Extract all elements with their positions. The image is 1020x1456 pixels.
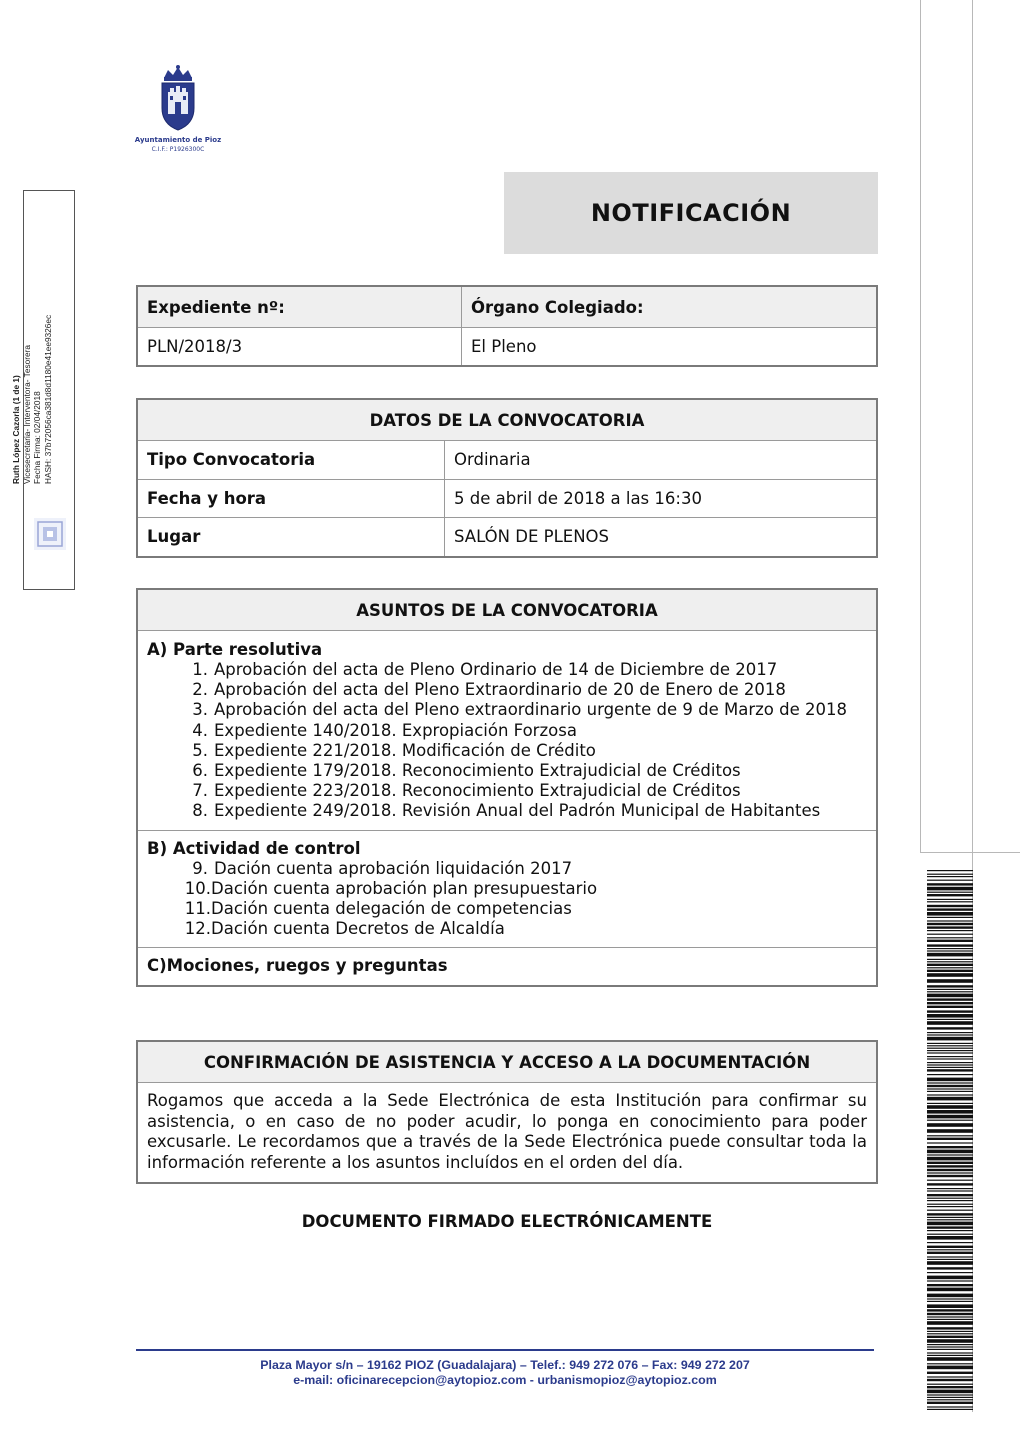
barcode-bar	[927, 1194, 973, 1196]
convocatoria-table	[136, 398, 878, 558]
confirmacion-table	[136, 1040, 878, 1184]
table-row	[138, 287, 876, 327]
barcode-bar	[927, 979, 973, 983]
margin-line-left	[920, 0, 921, 852]
barcode-bar	[927, 1346, 973, 1347]
barcode-bar	[927, 944, 973, 946]
barcode-bar	[927, 1123, 973, 1127]
barcode-bar	[927, 964, 973, 966]
barcode-bar	[927, 899, 973, 900]
barcode-bar	[927, 1327, 973, 1329]
barcode-bar	[927, 1142, 973, 1143]
barcode-bar	[927, 1206, 973, 1207]
item-number: 6.	[192, 761, 208, 781]
barcode-bar	[927, 1230, 973, 1231]
barcode-bar	[927, 1052, 973, 1053]
barcode-bar	[927, 1316, 973, 1317]
barcode-bar	[927, 1366, 973, 1370]
section-c	[138, 947, 876, 985]
barcode-bar	[927, 1399, 973, 1400]
barcode-bar	[927, 1103, 973, 1104]
logo-cif: C.I.F.: P1926300C	[151, 146, 205, 153]
barcode-bar	[927, 1397, 973, 1398]
row-label: Fecha y hora	[138, 480, 445, 518]
table-row	[138, 327, 876, 365]
barcode-bar	[927, 985, 973, 987]
item-text: Aprobación del acta del Pleno extraordinario urgente de 9 de Marzo de 2018	[214, 700, 848, 720]
barcode-bar	[927, 1078, 973, 1082]
barcode-bar	[927, 1120, 973, 1121]
barcode-bar	[927, 961, 973, 962]
barcode-bar	[927, 923, 973, 925]
barcode-bar	[927, 1213, 973, 1215]
barcode-bar	[927, 880, 973, 881]
barcode-bar	[927, 1226, 973, 1228]
barcode-bar	[927, 1352, 973, 1353]
barcode-bar	[927, 967, 973, 968]
expediente-label: Expediente nº:	[138, 287, 462, 327]
item-text: Dación cuenta Decretos de Alcaldía	[211, 919, 505, 939]
barcode-bar	[927, 1236, 973, 1240]
barcode-bar	[927, 883, 973, 885]
barcode-bar	[927, 1363, 973, 1364]
asuntos-table	[136, 588, 878, 987]
stamp-seal-icon	[32, 516, 68, 552]
barcode-bar	[927, 994, 973, 998]
barcode-bar	[927, 1043, 973, 1044]
barcode-bar	[927, 1146, 973, 1148]
barcode-bar	[927, 1157, 973, 1161]
barcode-bar	[927, 1014, 973, 1018]
item-number: 7.	[192, 781, 208, 801]
barcode-bar	[927, 1372, 973, 1374]
barcode-bar	[927, 901, 973, 902]
barcode-bar	[927, 1280, 973, 1281]
table-header	[138, 590, 876, 630]
barcode-bar	[927, 912, 973, 916]
list-item	[147, 741, 867, 761]
organo-label: Órgano Colegiado:	[471, 297, 644, 317]
barcode-bar	[927, 1032, 973, 1033]
item-text: Aprobación del acta de Pleno Ordinario de 14 de Diciembre de 2017	[214, 660, 778, 679]
barcode-bar	[927, 1276, 973, 1280]
barcode-bar	[927, 989, 973, 990]
barcode-bar	[927, 1074, 973, 1075]
barcode-bar	[927, 1097, 973, 1101]
barcode-bar	[927, 1091, 973, 1092]
barcode-bar	[927, 1406, 973, 1407]
barcode-bar	[927, 1331, 973, 1332]
barcode-icon	[927, 870, 973, 1410]
item-number: 3.	[192, 700, 208, 720]
barcode-bar	[927, 1135, 973, 1136]
barcode-bar	[927, 1050, 973, 1051]
expediente-value: PLN/2018/3	[138, 328, 462, 365]
document-title: NOTIFICACIÓN	[504, 172, 878, 254]
barcode-bar	[927, 930, 973, 931]
barcode-bar	[927, 1409, 973, 1410]
stamp-date: Fecha Firma: 02/04/2018	[32, 391, 42, 484]
convocatoria-header: DATOS DE LA CONVOCATORIA	[369, 410, 645, 430]
barcode-bar	[927, 1154, 973, 1155]
barcode-bar	[927, 1309, 973, 1311]
barcode-bar	[927, 1034, 973, 1035]
barcode-bar	[927, 1242, 973, 1243]
barcode-bar	[927, 1175, 973, 1177]
barcode-bar	[927, 1304, 973, 1308]
barcode-bar	[927, 1284, 973, 1286]
footer-email: e-mail: oficinarecepcion@aytopioz.com - urbanismopioz@aytopioz.com	[293, 1373, 717, 1387]
section-b	[138, 830, 876, 948]
expediente-table	[136, 285, 878, 367]
barcode-bar	[927, 950, 973, 951]
barcode-bar	[927, 1252, 973, 1254]
barcode-bar	[927, 1298, 973, 1299]
table-row	[138, 440, 876, 479]
barcode-bar	[927, 948, 973, 949]
section-b-list	[147, 859, 867, 940]
list-item	[147, 721, 867, 741]
item-number: 1.	[192, 660, 208, 679]
barcode-bar	[927, 1246, 973, 1248]
table-row	[138, 517, 876, 556]
barcode-bar	[927, 1234, 973, 1235]
barcode-bar	[927, 1056, 973, 1057]
item-text: Expediente 249/2018. Revisión Anual del Padrón Municipal de Habitantes	[214, 801, 821, 821]
barcode-bar	[927, 1037, 973, 1041]
barcode-bar	[927, 1165, 973, 1167]
barcode-bar	[927, 1082, 973, 1083]
barcode-bar	[927, 1172, 973, 1173]
barcode-bar	[927, 1376, 973, 1377]
barcode-bar	[927, 1190, 973, 1191]
barcode-bar	[927, 1002, 973, 1004]
item-text: Expediente 221/2018. Modificación de Crédito	[214, 740, 596, 760]
barcode-bar	[927, 1261, 973, 1265]
item-text: Expediente 223/2018. Reconocimiento Extrajudicial de Créditos	[214, 781, 741, 801]
barcode-bar	[927, 1344, 973, 1345]
barcode-bar	[927, 908, 973, 910]
list-item	[147, 680, 867, 700]
list-item	[147, 879, 867, 899]
list-item	[147, 660, 867, 680]
barcode-bar	[927, 1339, 973, 1343]
barcode-bar	[927, 1200, 973, 1201]
barcode-bar	[927, 1355, 973, 1356]
barcode-bar	[927, 991, 973, 992]
item-number: 12.	[184, 919, 211, 939]
signature-stamp-text	[11, 254, 53, 484]
barcode-bar	[927, 1249, 973, 1250]
list-item	[147, 859, 867, 879]
row-label: Lugar	[138, 518, 445, 556]
barcode-bar	[927, 1094, 973, 1095]
barcode-bar	[927, 1188, 973, 1189]
stamp-signer: Ruth López Cazorla (1 de 1)	[11, 375, 21, 484]
crest-icon	[130, 64, 226, 136]
item-number: 11.	[184, 899, 211, 919]
barcode-bar	[927, 1110, 973, 1114]
barcode-bar	[927, 1180, 973, 1181]
logo-name: Ayuntamiento de Pioz	[134, 136, 222, 144]
barcode-bar	[927, 1115, 973, 1119]
barcode-bar	[927, 876, 973, 877]
barcode-bar	[927, 1045, 973, 1046]
barcode-bar	[927, 1222, 973, 1226]
barcode-bar	[927, 1010, 973, 1012]
item-text: Expediente 179/2018. Reconocimiento Extrajudicial de Créditos	[214, 761, 741, 781]
barcode-bar	[927, 1321, 973, 1325]
stamp-hash: HASH: 37b72056ca381d8d1180e41ee9326ec	[42, 314, 53, 484]
barcode-bar	[927, 1162, 973, 1164]
row-value: 5 de abril de 2018 a las 16:30	[454, 488, 702, 508]
barcode-bar	[927, 1267, 973, 1269]
section-a-title: A) Parte resolutiva	[147, 640, 323, 659]
item-number: 4.	[192, 720, 208, 740]
list-item	[147, 700, 867, 720]
item-text: Aprobación del acta del Pleno Extraordinario de 20 de Enero de 2018	[214, 680, 786, 700]
margin-line-bottom	[920, 852, 1020, 853]
barcode-bar	[927, 1336, 973, 1338]
item-text: Dación cuenta delegación de competencias	[211, 899, 572, 919]
barcode-bar	[927, 1058, 973, 1059]
barcode-bar	[927, 1394, 973, 1395]
barcode-bar	[927, 920, 973, 921]
barcode-bar	[927, 1006, 973, 1008]
organo-value: El Pleno	[471, 337, 537, 356]
barcode-bar	[927, 894, 973, 896]
barcode-bar	[927, 1169, 973, 1171]
item-number: 9.	[192, 858, 208, 878]
barcode-bar	[927, 1085, 973, 1087]
list-item	[147, 919, 867, 939]
footer-address: Plaza Mayor s/n – 19162 PIOZ (Guadalajara) – Telef.: 949 272 076 – Fax: 949 272 207	[260, 1358, 750, 1372]
barcode-bar	[927, 1313, 973, 1315]
item-number: 5.	[192, 740, 208, 760]
item-text: Expediente 140/2018. Expropiación Forzosa	[214, 720, 577, 740]
list-item	[147, 801, 867, 821]
confirmacion-header: CONFIRMACIÓN DE ASISTENCIA Y ACCESO A LA DOCUMENTACIÓN	[203, 1052, 811, 1072]
barcode-bar	[927, 1259, 973, 1260]
table-row	[138, 479, 876, 518]
stamp-role: Vicesecretaria- Interventora- Tesorera	[21, 345, 32, 484]
barcode-bar	[927, 1379, 973, 1381]
margin-line-right	[972, 0, 973, 852]
barcode-bar	[927, 959, 973, 960]
barcode-bar	[927, 1048, 973, 1049]
section-a	[138, 630, 876, 830]
barcode-bar	[927, 970, 973, 972]
barcode-bar	[927, 874, 973, 875]
section-c-title: C)Mociones, ruegos y preguntas	[147, 956, 448, 976]
barcode-bar	[927, 917, 973, 918]
table-header	[138, 400, 876, 440]
barcode-bar	[927, 1210, 973, 1211]
barcode-bar	[927, 1386, 973, 1388]
row-label: Tipo Convocatoria	[138, 441, 445, 479]
barcode-bar	[927, 934, 973, 935]
section-b-title: B) Actividad de control	[147, 838, 361, 858]
barcode-bar	[927, 1019, 973, 1020]
barcode-bar	[927, 1027, 973, 1029]
barcode-bar	[927, 1204, 973, 1205]
barcode-bar	[927, 1219, 973, 1220]
barcode-bar	[927, 1129, 973, 1133]
row-value: SALÓN DE PLENOS	[454, 527, 609, 547]
barcode-bar	[927, 1138, 973, 1140]
barcode-bar	[927, 940, 973, 942]
barcode-bar	[927, 1357, 973, 1361]
barcode-bar	[927, 1217, 973, 1218]
barcode-bar	[927, 937, 973, 938]
municipal-crest-logo	[130, 64, 226, 160]
barcode-bar	[927, 1384, 973, 1385]
barcode-bar	[927, 926, 973, 928]
barcode-bar	[927, 1021, 973, 1025]
barcode-bar	[927, 1088, 973, 1089]
barcode-bar	[927, 1198, 973, 1199]
table-header	[138, 1042, 876, 1082]
row-value: Ordinaria	[454, 450, 531, 470]
item-number: 2.	[192, 680, 208, 700]
barcode-bar	[927, 1272, 973, 1273]
barcode-bar	[927, 953, 973, 957]
item-number: 8.	[192, 801, 208, 821]
barcode-bar	[927, 1067, 973, 1068]
barcode-bar	[927, 1064, 973, 1065]
barcode-bar	[927, 870, 973, 871]
barcode-bar	[927, 1183, 973, 1185]
item-text: Dación cuenta aprobación plan presupuestario	[211, 878, 598, 898]
barcode-bar	[927, 1288, 973, 1292]
list-item	[147, 899, 867, 919]
barcode-bar	[927, 1150, 973, 1154]
footer-divider	[136, 1349, 874, 1351]
barcode-bar	[927, 1069, 973, 1071]
confirmacion-text: Rogamos que acceda a la Sede Electrónica de esta Institución para confirmar su asistencia, o en caso de no poder acudir, lo ponga en conocimiento para poder excusarle. Le recordamos que a través de la Sede Electrónica puede consultar toda la información referente a los asuntos incluídos en el orden del día.	[147, 1091, 867, 1172]
item-number: 10.	[184, 878, 211, 898]
barcode-bar	[927, 887, 973, 891]
section-a-list	[147, 660, 867, 822]
barcode-bar	[927, 905, 973, 907]
barcode-bar	[927, 1333, 973, 1334]
barcode-bar	[927, 1402, 973, 1404]
barcode-bar	[927, 1256, 973, 1257]
barcode-bar	[927, 892, 973, 893]
barcode-bar	[927, 973, 973, 977]
barcode-bar	[927, 1294, 973, 1298]
barcode-bar	[927, 1301, 973, 1302]
list-item	[147, 781, 867, 801]
list-item	[147, 761, 867, 781]
barcode-bar	[927, 998, 973, 1000]
asuntos-header: ASUNTOS DE LA CONVOCATORIA	[356, 600, 658, 620]
barcode-bar	[927, 1319, 973, 1320]
barcode-bar	[927, 1349, 973, 1350]
item-text: Dación cuenta aprobación liquidación 2017	[214, 858, 573, 878]
barcode-bar	[927, 1390, 973, 1394]
barcode-bar	[927, 1062, 973, 1063]
barcode-bar	[927, 1105, 973, 1109]
signed-notice: DOCUMENTO FIRMADO ELECTRÓNICAMENTE	[301, 1212, 713, 1231]
